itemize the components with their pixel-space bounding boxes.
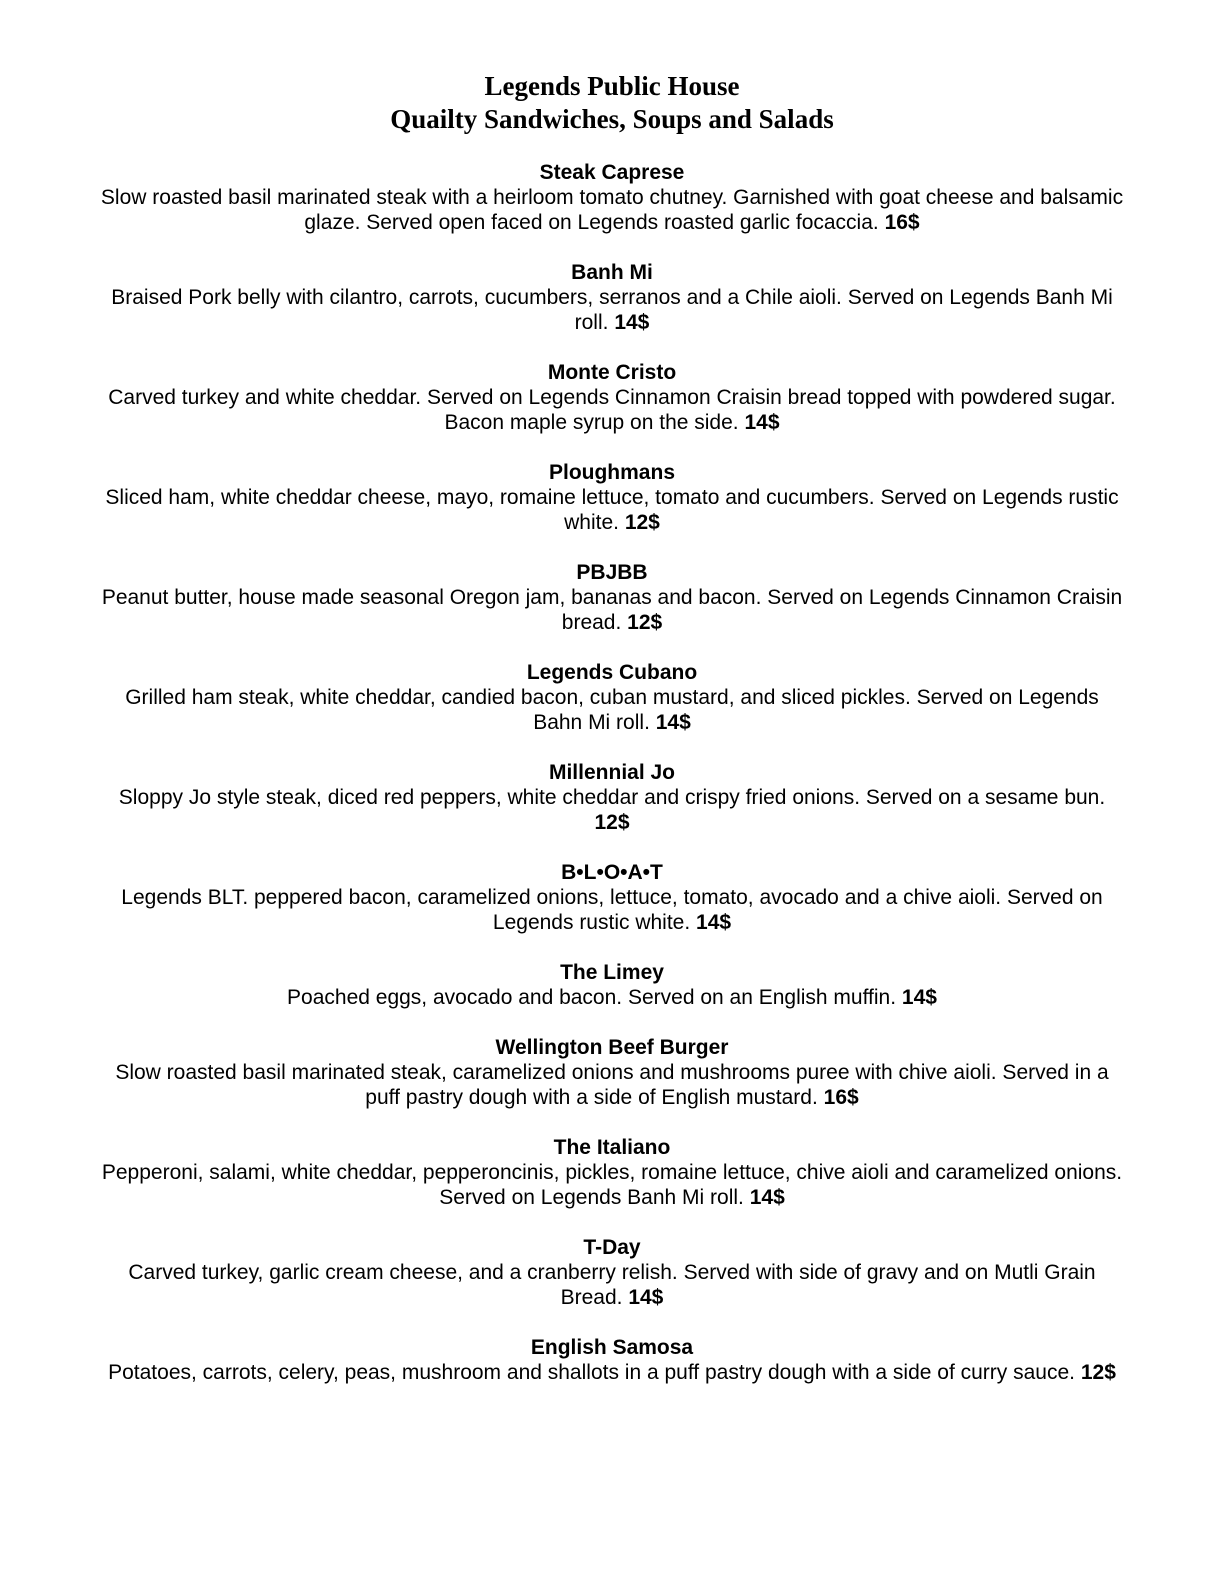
item-price: 14$ xyxy=(901,986,937,1009)
item-name: English Samosa xyxy=(530,1336,694,1359)
item-price: 12$ xyxy=(624,511,660,534)
menu-list xyxy=(100,160,1124,1410)
item-price: 12$ xyxy=(594,811,630,834)
item-description-text: Slow roasted basil marinated steak with a heirloom tomato chutney. Garnished with goat cheese and balsamic glaze. Served open faced on Legends roasted garlic focaccia. xyxy=(100,186,1124,234)
item-price: 16$ xyxy=(823,1086,859,1109)
item-name: Ploughmans xyxy=(548,461,675,484)
item-name: The Italiano xyxy=(553,1136,671,1159)
item-description xyxy=(100,885,1124,935)
menu-item xyxy=(100,860,1124,935)
item-description-text: Pepperoni, salami, white cheddar, pepperoncinis, pickles, romaine lettuce, chive aioli and caramelized onions. Served on Legends Banh Mi roll. xyxy=(101,1161,1123,1209)
item-description xyxy=(100,185,1124,235)
item-name: Legends Cubano xyxy=(526,661,698,684)
item-price: 12$ xyxy=(627,611,663,634)
item-description-text: Grilled ham steak, white cheddar, candied bacon, cuban mustard, and sliced pickles. Served on Legends Bahn Mi roll. xyxy=(125,686,1099,734)
item-description-text: Carved turkey and white cheddar. Served on Legends Cinnamon Craisin bread topped with powdered sugar. Bacon maple syrup on the side. xyxy=(108,386,1116,434)
item-description xyxy=(100,785,1124,835)
item-description xyxy=(100,585,1124,635)
menu-item xyxy=(100,260,1124,335)
menu-item xyxy=(100,560,1124,635)
item-description xyxy=(100,1060,1124,1110)
menu-item xyxy=(100,1235,1124,1310)
item-description-text: Slow roasted basil marinated steak, caramelized onions and mushrooms puree with chive aioli. Served in a puff pastry dough with a side of English mustard. xyxy=(115,1061,1109,1109)
item-price: 14$ xyxy=(655,711,691,734)
item-name: Wellington Beef Burger xyxy=(495,1036,729,1059)
item-name: Steak Caprese xyxy=(539,161,685,184)
item-description-text: Legends BLT. peppered bacon, caramelized onions, lettuce, tomato, avocado and a chive aioli. Served on Legends rustic white. xyxy=(121,886,1103,934)
item-name: Millennial Jo xyxy=(548,761,676,784)
item-description xyxy=(100,685,1124,735)
item-description xyxy=(100,385,1124,435)
item-description xyxy=(100,1260,1124,1310)
restaurant-name: Legends Public House xyxy=(484,71,740,101)
item-price: 14$ xyxy=(696,911,732,934)
item-price: 14$ xyxy=(749,1186,785,1209)
item-description xyxy=(100,285,1124,335)
menu-item xyxy=(100,1135,1124,1210)
menu-item xyxy=(100,1335,1124,1385)
item-name: Monte Cristo xyxy=(547,361,677,384)
item-name: PBJBB xyxy=(576,561,648,584)
menu-item xyxy=(100,660,1124,735)
menu-item xyxy=(100,460,1124,535)
item-price: 14$ xyxy=(628,1286,664,1309)
item-name: Banh Mi xyxy=(571,261,653,284)
item-description-text: Sloppy Jo style steak, diced red peppers, white cheddar and crispy fried onions. Served on a sesame bun. xyxy=(118,786,1106,809)
menu-subtitle: Quailty Sandwiches, Soups and Salads xyxy=(390,104,834,134)
item-description-text: Peanut butter, house made seasonal Oregon jam, bananas and bacon. Served on Legends Cinnamon Craisin bread. xyxy=(101,586,1123,634)
item-description xyxy=(100,1160,1124,1210)
item-description-text: Potatoes, carrots, celery, peas, mushroom and shallots in a puff pastry dough with a side of curry sauce. xyxy=(108,1361,1075,1384)
item-price: 14$ xyxy=(614,311,650,334)
item-name: The Limey xyxy=(560,961,664,984)
item-description xyxy=(100,485,1124,535)
menu-item xyxy=(100,160,1124,235)
menu-header xyxy=(0,70,1224,136)
menu-item xyxy=(100,360,1124,435)
item-price: 14$ xyxy=(744,411,780,434)
menu-item xyxy=(100,1035,1124,1110)
item-description-text: Carved turkey, garlic cream cheese, and a cranberry relish. Served with side of gravy and on Mutli Grain Bread. xyxy=(128,1261,1096,1309)
menu-item xyxy=(100,760,1124,835)
menu-item xyxy=(100,960,1124,1010)
item-description xyxy=(100,985,1124,1010)
item-price: 12$ xyxy=(1080,1361,1116,1384)
item-description-text: Sliced ham, white cheddar cheese, mayo, romaine lettuce, tomato and cucumbers. Served on Legends rustic white. xyxy=(105,486,1119,534)
item-description xyxy=(100,1360,1124,1385)
item-description-text: Poached eggs, avocado and bacon. Served on an English muffin. xyxy=(287,986,897,1009)
item-price: 16$ xyxy=(884,211,920,234)
item-name: T-Day xyxy=(583,1236,641,1259)
item-description-text: Braised Pork belly with cilantro, carrots, cucumbers, serranos and a Chile aioli. Served on Legends Banh Mi roll. xyxy=(111,286,1113,334)
item-name: B•L•O•A•T xyxy=(561,861,663,884)
